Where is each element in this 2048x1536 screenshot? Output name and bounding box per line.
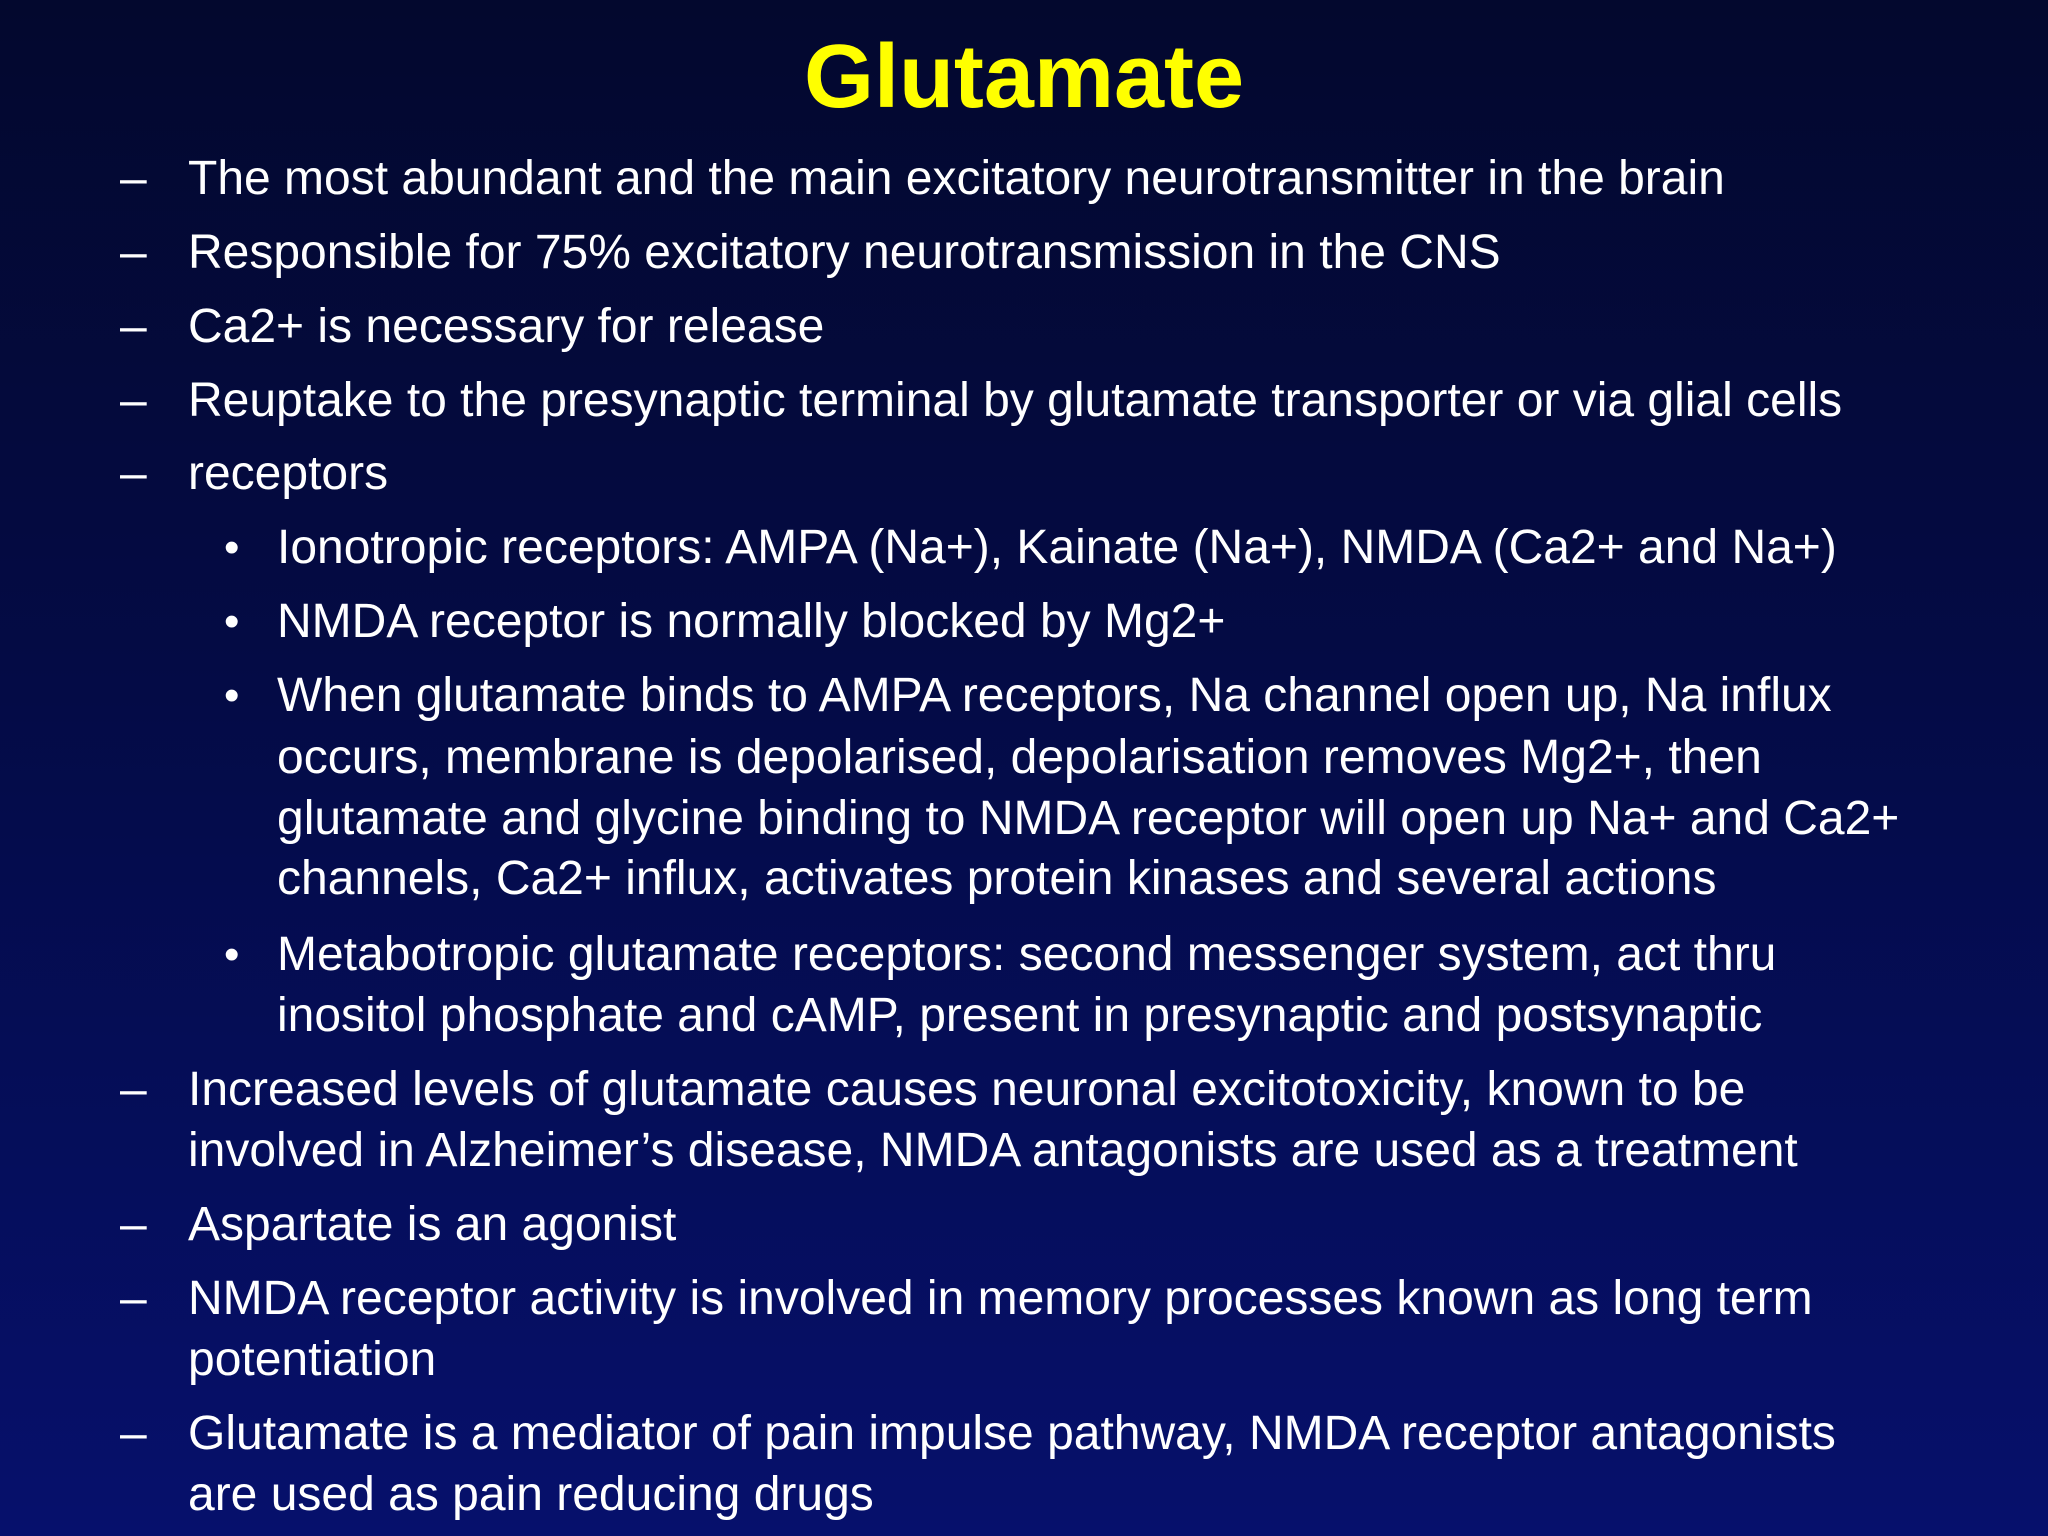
list-item-line: The most abundant and the main excitatory neurotransmitter in the brain bbox=[188, 152, 1725, 205]
dash-marker: – bbox=[120, 300, 147, 353]
dash-marker: – bbox=[120, 1063, 147, 1116]
list-item-line: Ca2+ is necessary for release bbox=[188, 300, 825, 353]
bullet-marker: • bbox=[224, 930, 240, 979]
bullet-marker: • bbox=[224, 597, 240, 646]
list-item-line: receptors bbox=[188, 447, 389, 500]
dash-marker: – bbox=[120, 1272, 147, 1325]
sub-item-line: When glutamate binds to AMPA receptors, Na channel open up, Na influx bbox=[277, 669, 1832, 722]
sub-item-line: glutamate and glycine binding to NMDA receptor will open up Na+ and Ca2+ bbox=[277, 792, 1900, 845]
dash-marker: – bbox=[120, 226, 147, 279]
sub-item-line: channels, Ca2+ influx, activates protein kinases and several actions bbox=[277, 852, 1717, 905]
sub-item-line: NMDA receptor is normally blocked by Mg2+ bbox=[277, 595, 1226, 648]
list-item-line: Reuptake to the presynaptic terminal by glutamate transporter or via glial cells bbox=[188, 374, 1843, 427]
dash-marker: – bbox=[120, 374, 147, 427]
list-item-line: Responsible for 75% excitatory neurotransmission in the CNS bbox=[188, 226, 1501, 279]
sub-item-line: occurs, membrane is depolarised, depolarisation removes Mg2+, then bbox=[277, 731, 1762, 784]
bullet-marker: • bbox=[224, 671, 240, 720]
dash-marker: – bbox=[120, 1198, 147, 1251]
sub-item-line: inositol phosphate and cAMP, present in presynaptic and postsynaptic bbox=[277, 989, 1763, 1042]
list-item-line: NMDA receptor activity is involved in memory processes known as long term bbox=[188, 1272, 1813, 1325]
sub-item-line: Ionotropic receptors: AMPA (Na+), Kainate (Na+), NMDA (Ca2+ and Na+) bbox=[277, 521, 1837, 574]
list-item-line: involved in Alzheimer’s disease, NMDA antagonists are used as a treatment bbox=[188, 1124, 1798, 1177]
list-item-line: Aspartate is an agonist bbox=[188, 1198, 677, 1251]
list-item-line: potentiation bbox=[188, 1333, 437, 1386]
bullet-marker: • bbox=[224, 523, 240, 572]
slide-title: Glutamate bbox=[803, 27, 1245, 127]
list-item-line: Glutamate is a mediator of pain impulse pathway, NMDA receptor antagonists bbox=[188, 1407, 1836, 1460]
sub-item-line: Metabotropic glutamate receptors: second messenger system, act thru bbox=[277, 928, 1777, 981]
dash-marker: – bbox=[120, 152, 147, 205]
list-item-line: are used as pain reducing drugs bbox=[188, 1468, 874, 1521]
dash-marker: – bbox=[120, 1407, 147, 1460]
list-item-line: Increased levels of glutamate causes neuronal excitotoxicity, known to be bbox=[188, 1063, 1746, 1116]
dash-marker: – bbox=[120, 447, 147, 500]
